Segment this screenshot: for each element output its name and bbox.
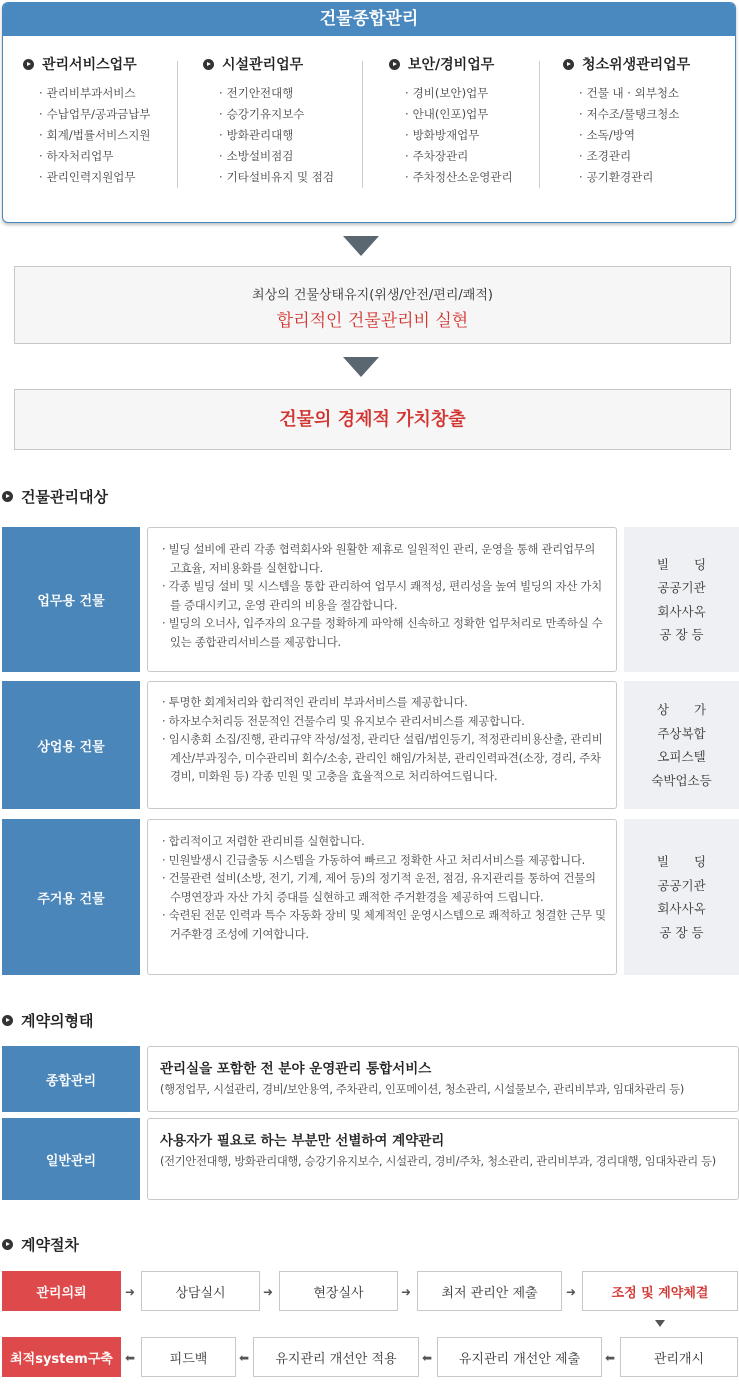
left-arrow-icon: ⬅: [239, 1351, 250, 1365]
process-step: 유지관리 개선안 제출: [437, 1337, 602, 1377]
list-item: · 공기환경관리: [579, 167, 690, 188]
description-line: · 빌딩 설비에 관리 각종 협력회사와 원활한 제휴로 일원적인 관리, 운영을 통해 관리업무의 고효율, 저비용화를 실현합니다.: [162, 543, 596, 575]
building-type: 주상복합: [657, 725, 706, 741]
process-step: 최적system구축: [2, 1337, 121, 1377]
process-step: 최저 관리안 제출: [417, 1271, 562, 1311]
list-item: · 소독/방역: [579, 125, 690, 146]
service-column: [563, 53, 690, 188]
target-row: [2, 819, 739, 975]
building-types: [624, 819, 739, 975]
contract-sub-text: (행정업무, 시설관리, 경비/보안용역, 주차관리, 인포메이션, 청소관리, 시설물보수, 관리비부과, 임대차관리 등): [160, 1083, 685, 1096]
building-type: 빌 딩: [656, 854, 707, 869]
column-heading: 청소위생관리업무: [582, 57, 691, 73]
list-item: · 관리인력지원업무: [39, 167, 151, 188]
list-item: · 전기안전대행: [219, 83, 334, 104]
benefit-highlight: 합리적인 건물관리비 실현: [276, 311, 469, 331]
column-heading: 관리서비스업무: [42, 57, 137, 73]
list-item: · 안내(인포)업무: [405, 104, 513, 125]
description-line: · 빌딩의 오너사, 입주자의 요구를 정확하게 파악해 신속하고 정확한 업무처리로 만족하실 수 있는 종합관리서비스를 제공합니다.: [162, 617, 603, 649]
section-title: 계약의형태: [2, 1010, 93, 1031]
right-arrow-icon: ➜: [566, 1285, 577, 1299]
process-step: 관리개시: [620, 1337, 738, 1377]
target-row: [2, 527, 739, 672]
building-type: 회사사옥: [657, 901, 706, 916]
description-line: · 투명한 회계처리와 합리적인 관리비 부과서비스를 제공합니다.: [162, 696, 468, 709]
section-title: 계약절차: [2, 1234, 79, 1255]
description-line: · 합리적이고 저렴한 관리비를 실현합니다.: [162, 835, 365, 848]
process-step: 현장실사: [279, 1271, 398, 1311]
process-step: 유지관리 개선안 적용: [253, 1337, 419, 1377]
list-item: · 방화관리대행: [219, 125, 334, 146]
list-item: · 경비(보안)업무: [405, 83, 513, 104]
list-item: · 주차정산소운영관리: [405, 167, 513, 188]
list-item: · 주차장관리: [405, 146, 513, 167]
building-type: 숙박업소등: [651, 772, 712, 788]
contract-row: [2, 1046, 739, 1112]
contract-sub-text: (전기안전대행, 방화관리대행, 승강기유지보수, 시설관리, 경비/주차, 청소관리, 관리비부과, 경리대행, 임대차관리 등): [160, 1155, 716, 1168]
arrow-bullet-icon: [2, 1015, 13, 1026]
left-arrow-icon: ⬅: [125, 1351, 136, 1365]
description-line: · 건물관련 설비(소방, 전기, 기계, 제어 등)의 정기적 운전, 점검, 유지관리를 통하여 건물의 수명연장과 자산 가치 증대를 실현하고 쾌적한 주거환경을 제공하여 드립니다.: [162, 872, 596, 904]
left-arrow-icon: ⬅: [422, 1351, 433, 1365]
description-line: · 임시총회 소집/진행, 관리규약 작성/설정, 관리단 설립/법인등기, 적정관리비용산출, 관리비계산/부과징수, 미수관리비 회수/소송, 관리인 해임/가처분, 관리인력파견(소장, 경리, 주차경비, 미화원 등) 각종 민원 및 고충을 효율적으로 처리하여드립니다.: [162, 733, 603, 783]
list-item: · 조경관리: [579, 146, 690, 167]
list-item: · 회계/법률서비스지원: [39, 125, 151, 146]
building-management-overview: [2, 2, 736, 223]
process-step: 조정 및 계약체결: [582, 1271, 738, 1311]
contract-description: [147, 1046, 739, 1112]
target-description: [147, 819, 617, 975]
arrow-bullet-icon: [563, 59, 574, 70]
left-arrow-icon: ⬅: [605, 1351, 616, 1365]
overview-title: 건물종합관리: [3, 3, 735, 36]
building-type: 오피스텔: [657, 749, 706, 764]
right-arrow-icon: ➜: [125, 1285, 136, 1299]
process-step: 관리의뢰: [2, 1271, 121, 1311]
target-label: 상업용 건물: [2, 681, 140, 809]
description-line: · 숙련된 전문 인력과 특수 자동화 장비 및 체계적인 운영시스템으로 쾌적하고 청결한 근무 및 거주환경 조성에 기여합니다.: [162, 909, 606, 941]
list-item: · 소방설비점검: [219, 146, 334, 167]
process-step: 상담실시: [141, 1271, 260, 1311]
list-item: · 건물 내 · 외부청소: [579, 83, 690, 104]
process-step: 피드백: [141, 1337, 236, 1377]
list-item: · 관리비부과서비스: [39, 83, 151, 104]
service-columns: [3, 53, 735, 198]
right-arrow-icon: ➜: [263, 1285, 274, 1299]
arrow-bullet-icon: [203, 59, 214, 70]
down-arrow-icon: [343, 236, 379, 256]
list-item: · 방화방재업무: [405, 125, 513, 146]
value-box: [14, 389, 731, 450]
arrow-bullet-icon: [2, 491, 13, 502]
contract-main-text: 사용자가 필요로 하는 부분만 선별하여 계약관리: [160, 1133, 445, 1149]
contract-description: [147, 1118, 739, 1200]
arrow-bullet-icon: [23, 59, 34, 70]
building-type: 공공기관: [657, 877, 706, 893]
contract-label: 일반관리: [2, 1118, 140, 1200]
building-type: 공공기관: [657, 580, 706, 595]
arrow-bullet-icon: [389, 59, 400, 70]
column-heading: 시설관리업무: [222, 57, 304, 73]
building-types: [624, 527, 739, 672]
list-item: · 승강기유지보수: [219, 104, 334, 125]
value-highlight: 건물의 경제적 가치창출: [279, 409, 466, 430]
description-line: · 각종 빌딩 설비 및 시스템을 통합 관리하여 업무시 쾌적성, 편리성을 높여 빌딩의 자산 가치를 증대시키고, 운영 관리의 비용을 절감합니다.: [162, 580, 602, 612]
benefit-text: 최상의 건물상태유지(위생/안전/편리/쾌적): [252, 288, 493, 303]
target-label: 주거용 건물: [2, 819, 140, 975]
list-item: · 저수조/물탱크청소: [579, 104, 690, 125]
target-row: [2, 681, 739, 809]
contract-main-text: 관리실을 포함한 전 분야 운영관리 통합서비스: [160, 1061, 432, 1077]
description-line: · 민원발생시 긴급출동 시스템을 가동하여 빠르고 정확한 사고 처리서비스를 제공합니다.: [162, 853, 585, 867]
benefit-box: [14, 266, 731, 344]
target-label: 업무용 건물: [2, 527, 140, 672]
target-description: [147, 527, 617, 672]
right-arrow-icon: ➜: [401, 1285, 412, 1299]
arrow-bullet-icon: [2, 1239, 13, 1250]
building-types: [624, 681, 739, 809]
down-arrow-icon: [655, 1320, 665, 1327]
service-column: [23, 53, 151, 188]
building-type: 회사사옥: [657, 603, 706, 619]
contract-label: 종합관리: [2, 1046, 140, 1112]
building-type: 공 장 등: [659, 627, 704, 642]
service-column: [203, 53, 334, 188]
list-item: · 하자처리업무: [39, 146, 151, 167]
building-type: 상 가: [656, 702, 707, 717]
column-heading: 보안/경비업무: [408, 57, 495, 73]
contract-row: [2, 1118, 739, 1200]
building-type: 공 장 등: [659, 924, 704, 940]
service-column: [389, 53, 513, 188]
list-item: · 수납업무/공과금납부: [39, 104, 151, 125]
down-arrow-icon: [343, 357, 379, 377]
section-title: 건물관리대상: [2, 486, 108, 507]
description-line: · 하자보수처리등 전문적인 건물수리 및 유지보수 관리서비스를 제공합니다.: [162, 714, 525, 728]
target-description: [147, 681, 617, 809]
list-item: · 기타설비유지 및 점검: [219, 167, 334, 188]
building-type: 빌 딩: [656, 556, 707, 572]
